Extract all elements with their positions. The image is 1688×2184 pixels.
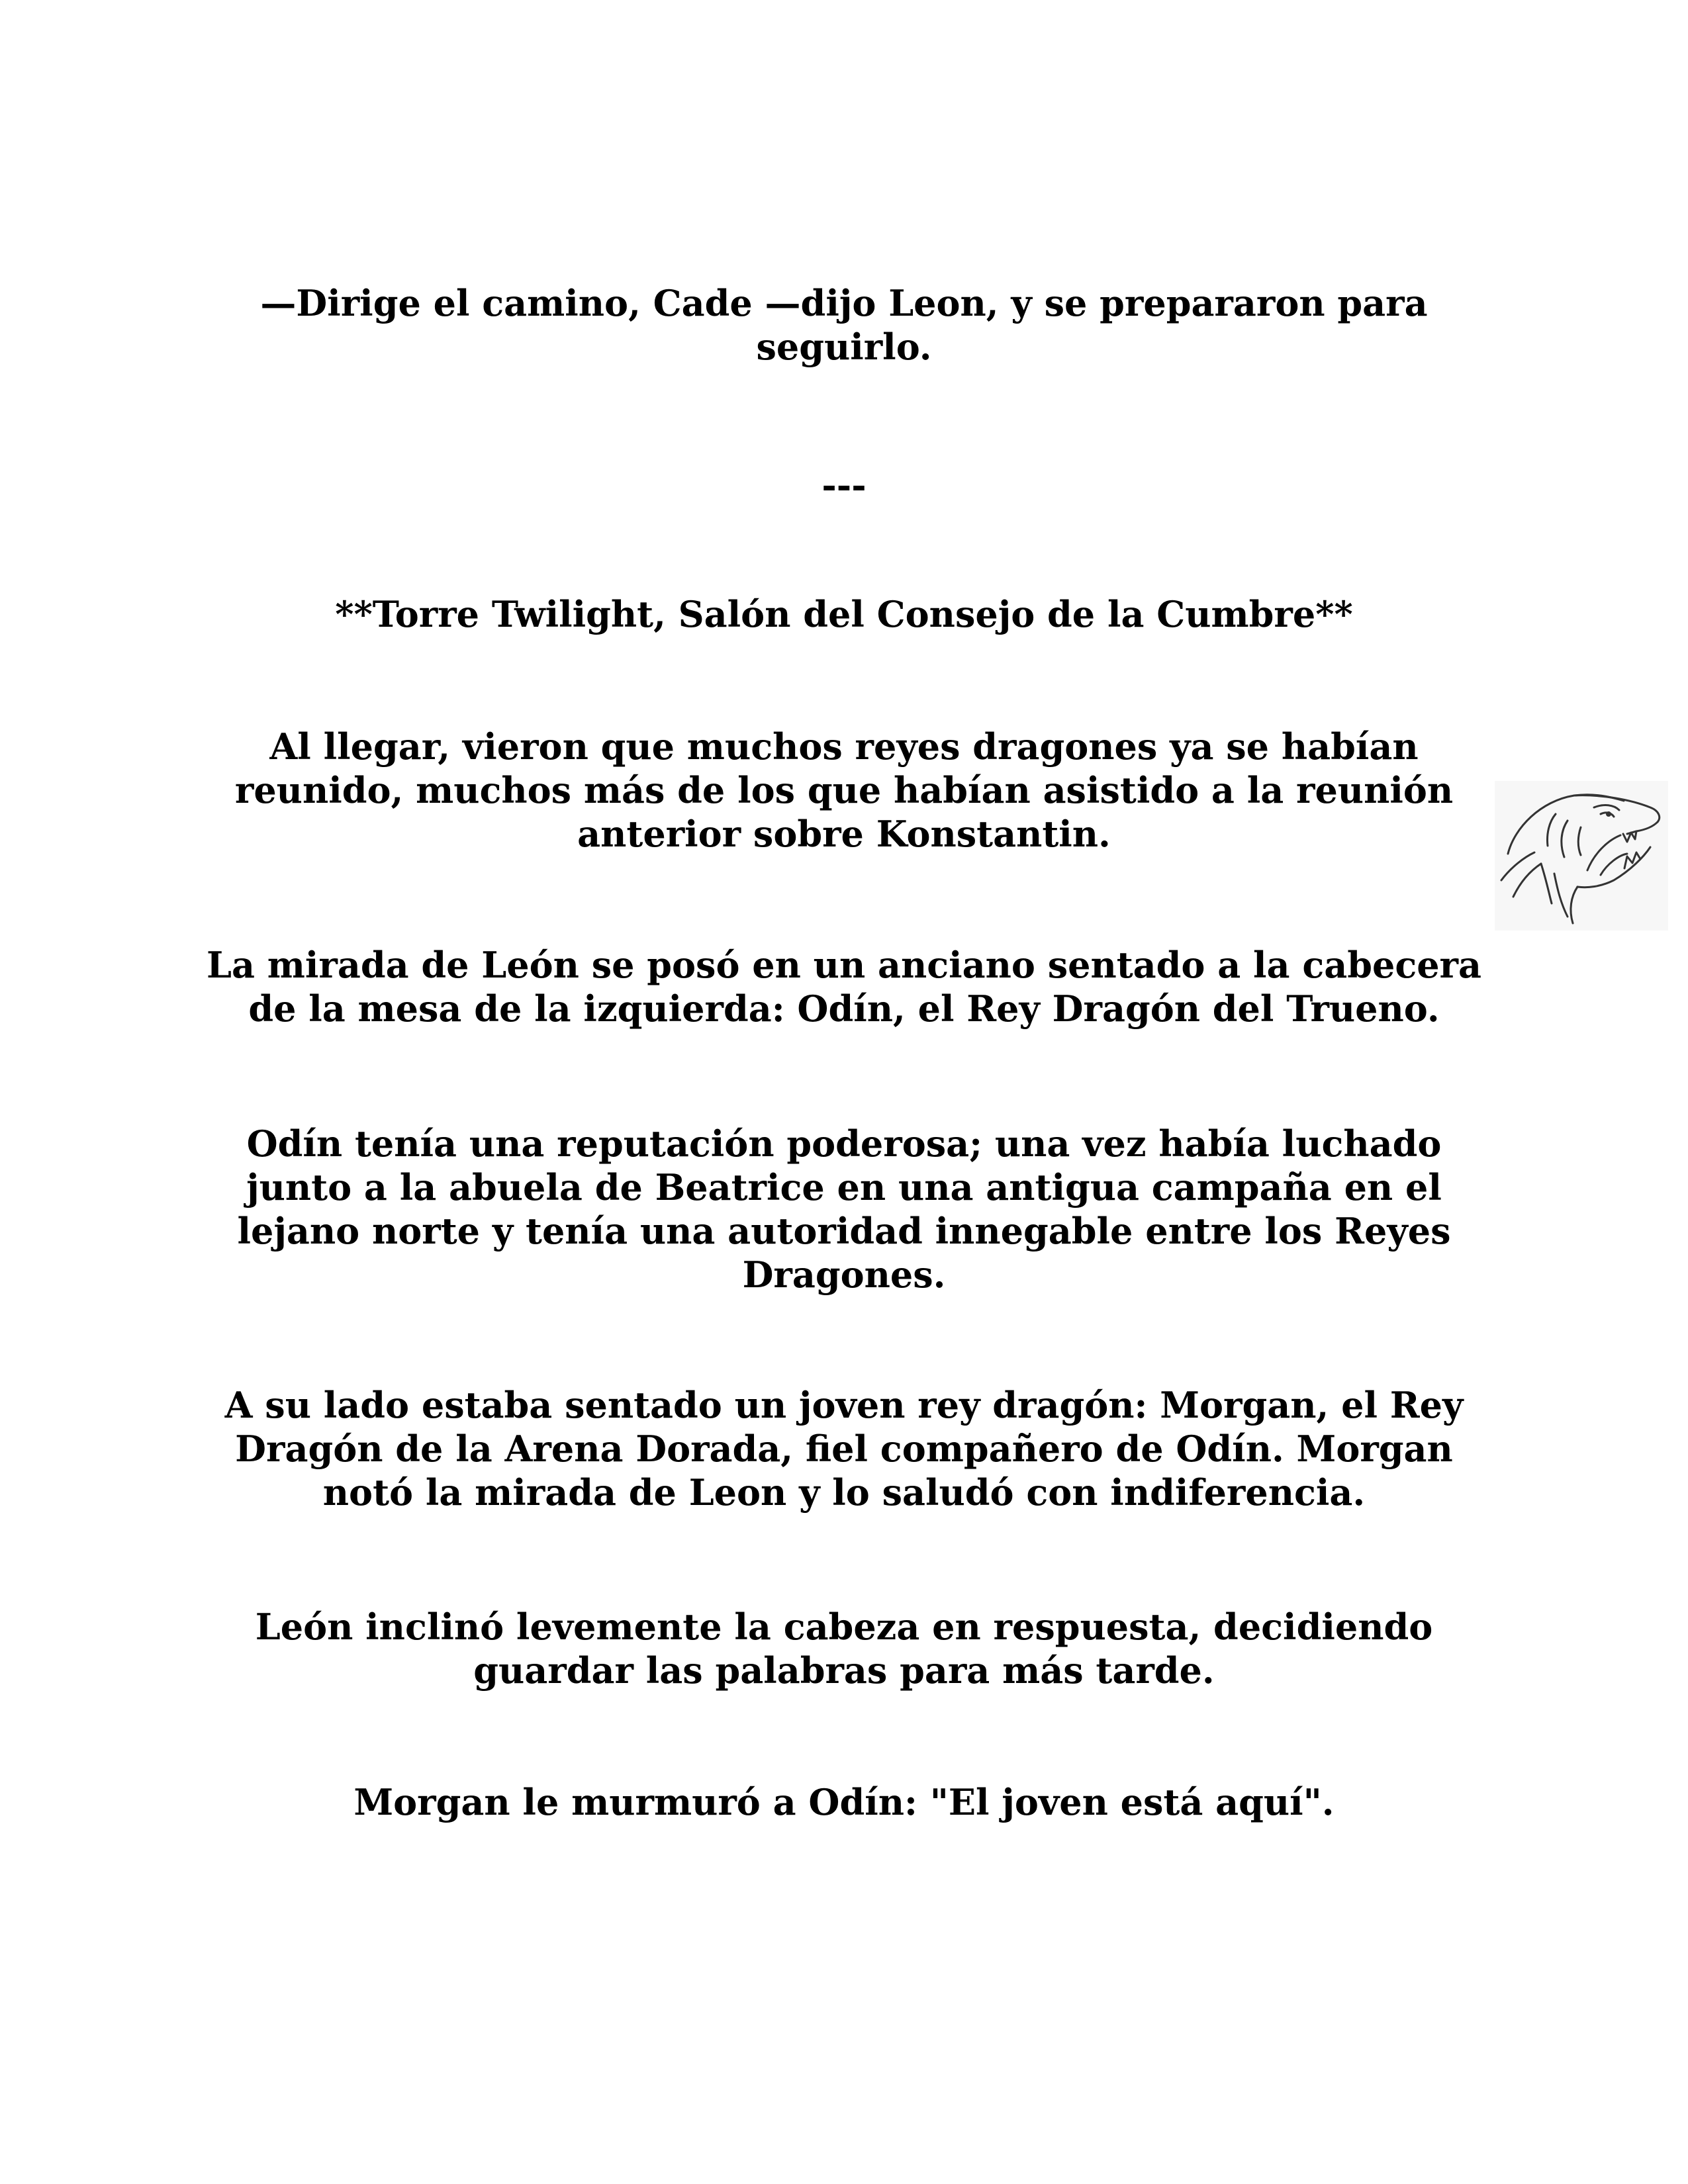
paragraph-6: León inclinó levemente la cabeza en respuesta, decidiendo guardar las palabras para más tarde.: [255, 1606, 1433, 1692]
paragraph-4: Odín tenía una reputación poderosa; una vez había luchado junto a la abuela de Beatrice en una antigua campaña en el lejano norte y tenía una autoridad innegable entre los Reyes Dragones.: [237, 1122, 1451, 1296]
paragraph-1: —Dirige el camino, Cade —dijo Leon, y se prepararon para seguirlo.: [260, 282, 1428, 368]
section-separator: ---: [821, 464, 867, 506]
paragraph-7: Morgan le murmuró a Odín: "El joven está aquí".: [353, 1781, 1335, 1823]
paragraph-3: La mirada de León se posó en un anciano sentado a la cabecera de la mesa de la izquierda: Odín, el Rey Dragón del Trueno.: [207, 944, 1481, 1030]
paragraph-5: A su lado estaba sentado un joven rey dragón: Morgan, el Rey Dragón de la Arena Dorada, fiel compañero de Odín. Morgan notó la mirada de Leon y lo saludó con indiferencia.: [224, 1384, 1464, 1514]
scene-heading: **Torre Twilight, Salón del Consejo de la Cumbre**: [335, 593, 1353, 635]
dragon-head-logo-icon: [1495, 781, 1668, 931]
paragraph-2: Al llegar, vieron que muchos reyes dragones ya se habían reunido, muchos más de los que habían asistido a la reunión anterior sobre Konstantin.: [234, 725, 1454, 855]
